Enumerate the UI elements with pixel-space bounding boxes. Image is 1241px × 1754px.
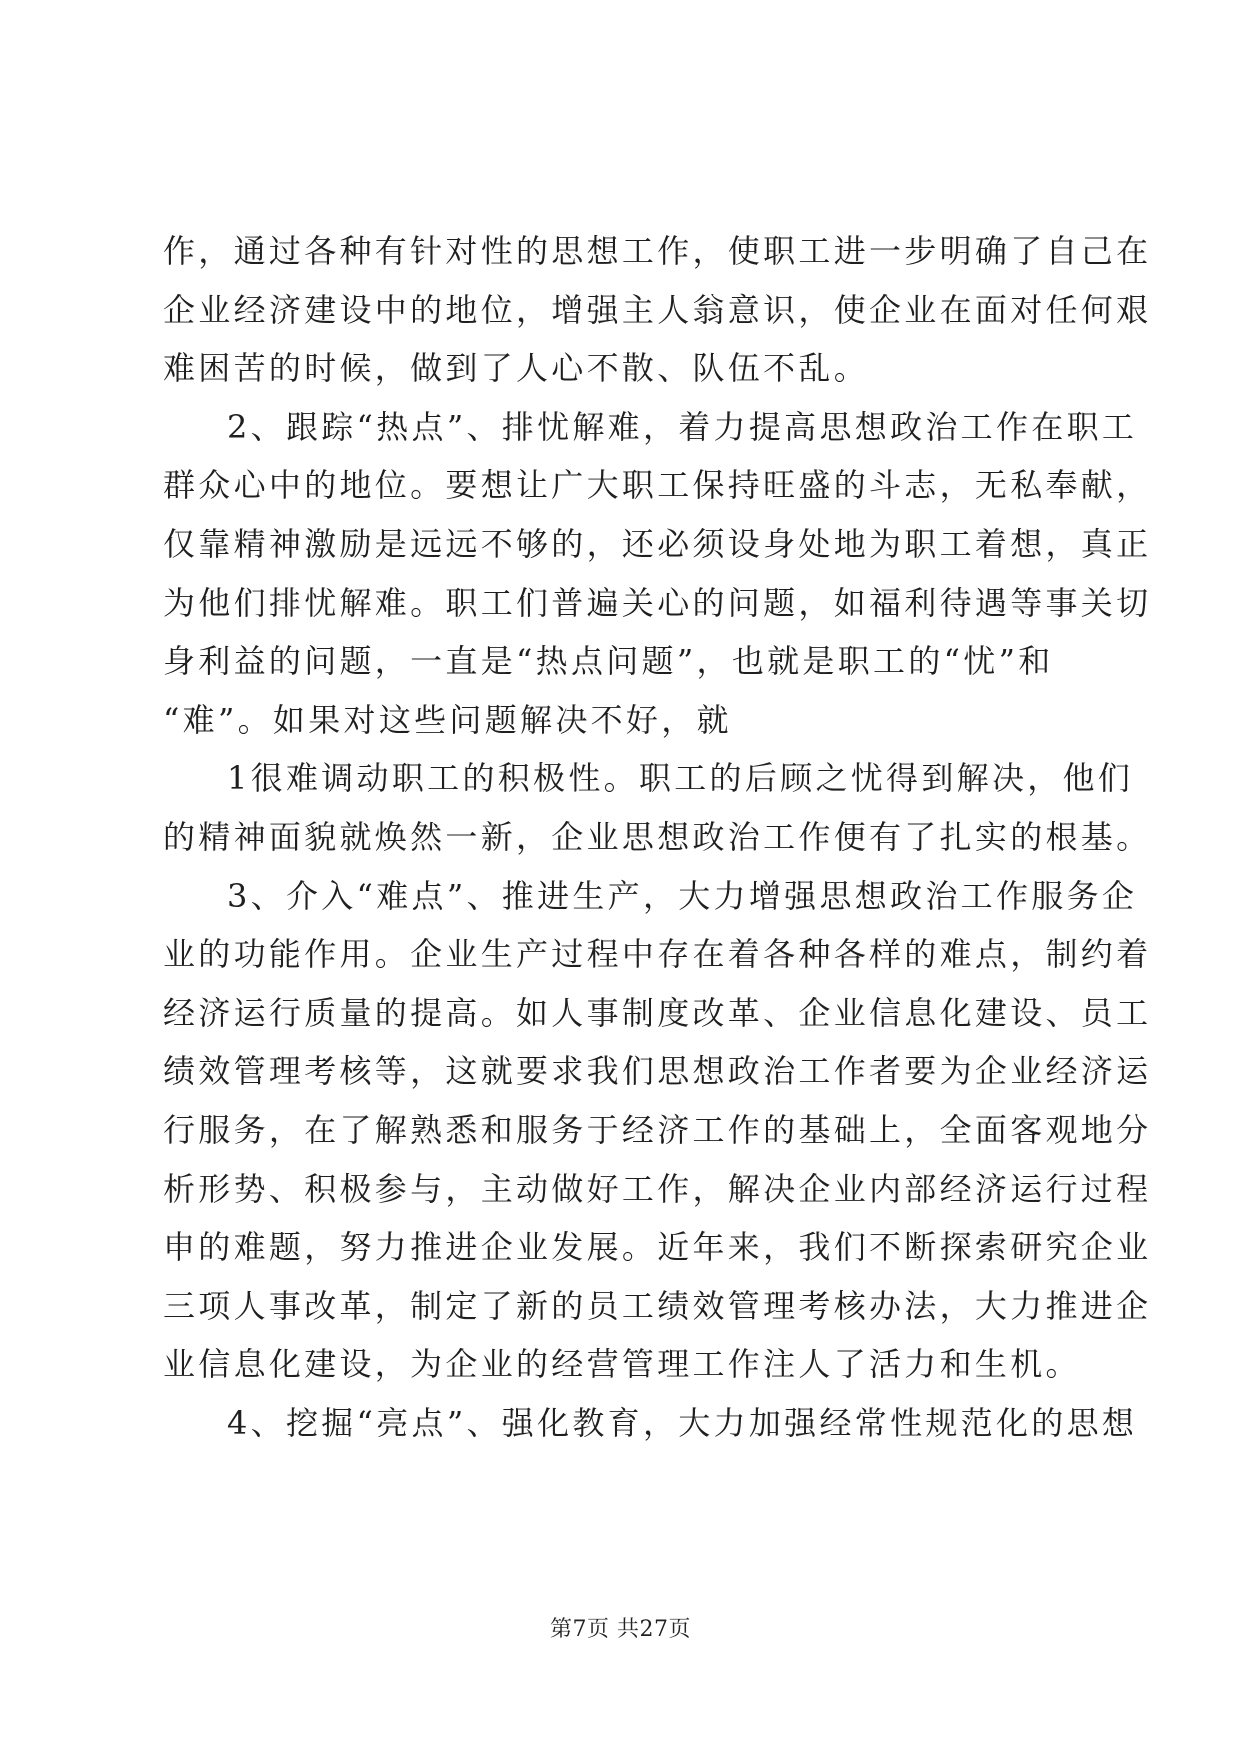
text-line: 为他们排忧解难。职工们普遍关心的问题，如福利待遇等事关切: [163, 583, 1152, 622]
text-line: “难”。如果对这些问题解决不好，就: [163, 700, 732, 739]
text-line: 申的难题，努力推进企业发展。近年来，我们不断探索研究企业: [163, 1228, 1152, 1267]
paragraph-2: [163, 398, 1152, 750]
text-line: 4、挖掘“亮点”、强化教育，大力加强经常性规范化的思想: [227, 1403, 1138, 1442]
body-text: [163, 222, 1152, 1452]
text-line: 业信息化建设，为企业的经营管理工作注人了活力和生机。: [163, 1345, 1081, 1384]
text-line: 作，通过各种有针对性的思想工作，使职工进一步明确了自己在: [163, 232, 1152, 270]
text-line: 的精神面貌就焕然一新，企业思想政治工作便有了扎实的根基。: [163, 817, 1152, 856]
text-line: 经济运行质量的提高。如人事制度改革、企业信息化建设、员工: [163, 993, 1152, 1032]
text-line: 1很难调动职工的积极性。职工的后顾之忧得到解决，他们: [227, 759, 1134, 798]
page-number: 第7页 共27页: [550, 1617, 691, 1642]
text-line: 3、介入“难点”、推进生产，大力增强思想政治工作服务企: [227, 876, 1138, 915]
text-line: 三项人事改革，制定了新的员工绩效管理考核办法，大力推进企: [163, 1286, 1152, 1325]
text-line: 群众心中的地位。要想让广大职工保持旺盛的斗志，无私奉献，: [163, 466, 1152, 505]
text-line: 2、跟踪“热点”、排忧解难，着力提高思想政治工作在职工: [227, 407, 1138, 446]
text-line: 业的功能作用。企业生产过程中存在着各种各样的难点，制约着: [163, 935, 1152, 974]
text-line: 行服务，在了解熟悉和服务于经济工作的基础上，全面客观地分: [163, 1110, 1152, 1149]
text-line: 析形势、积极参与，主动做好工作，解决企业内部经济运行过程: [163, 1169, 1152, 1208]
text-line: 绩效管理考核等，这就要求我们思想政治工作者要为企业经济运: [163, 1052, 1152, 1091]
paragraph-5: [163, 1394, 1138, 1453]
paragraph-3: [163, 749, 1152, 866]
paragraph-4: [163, 867, 1152, 1394]
paragraph-1: [163, 222, 1152, 398]
text-line: 身利益的问题，一直是“热点问题”，也就是职工的“忧”和: [163, 642, 1054, 681]
text-line: 企业经济建设中的地位，增强主人翁意识，使企业在面对任何艰: [163, 290, 1152, 329]
text-line: 难困苦的时候，做到了人心不散、队伍不乱。: [163, 349, 870, 388]
text-line: 仅靠精神激励是远远不够的，还必须设身处地为职工着想，真正: [163, 524, 1152, 563]
